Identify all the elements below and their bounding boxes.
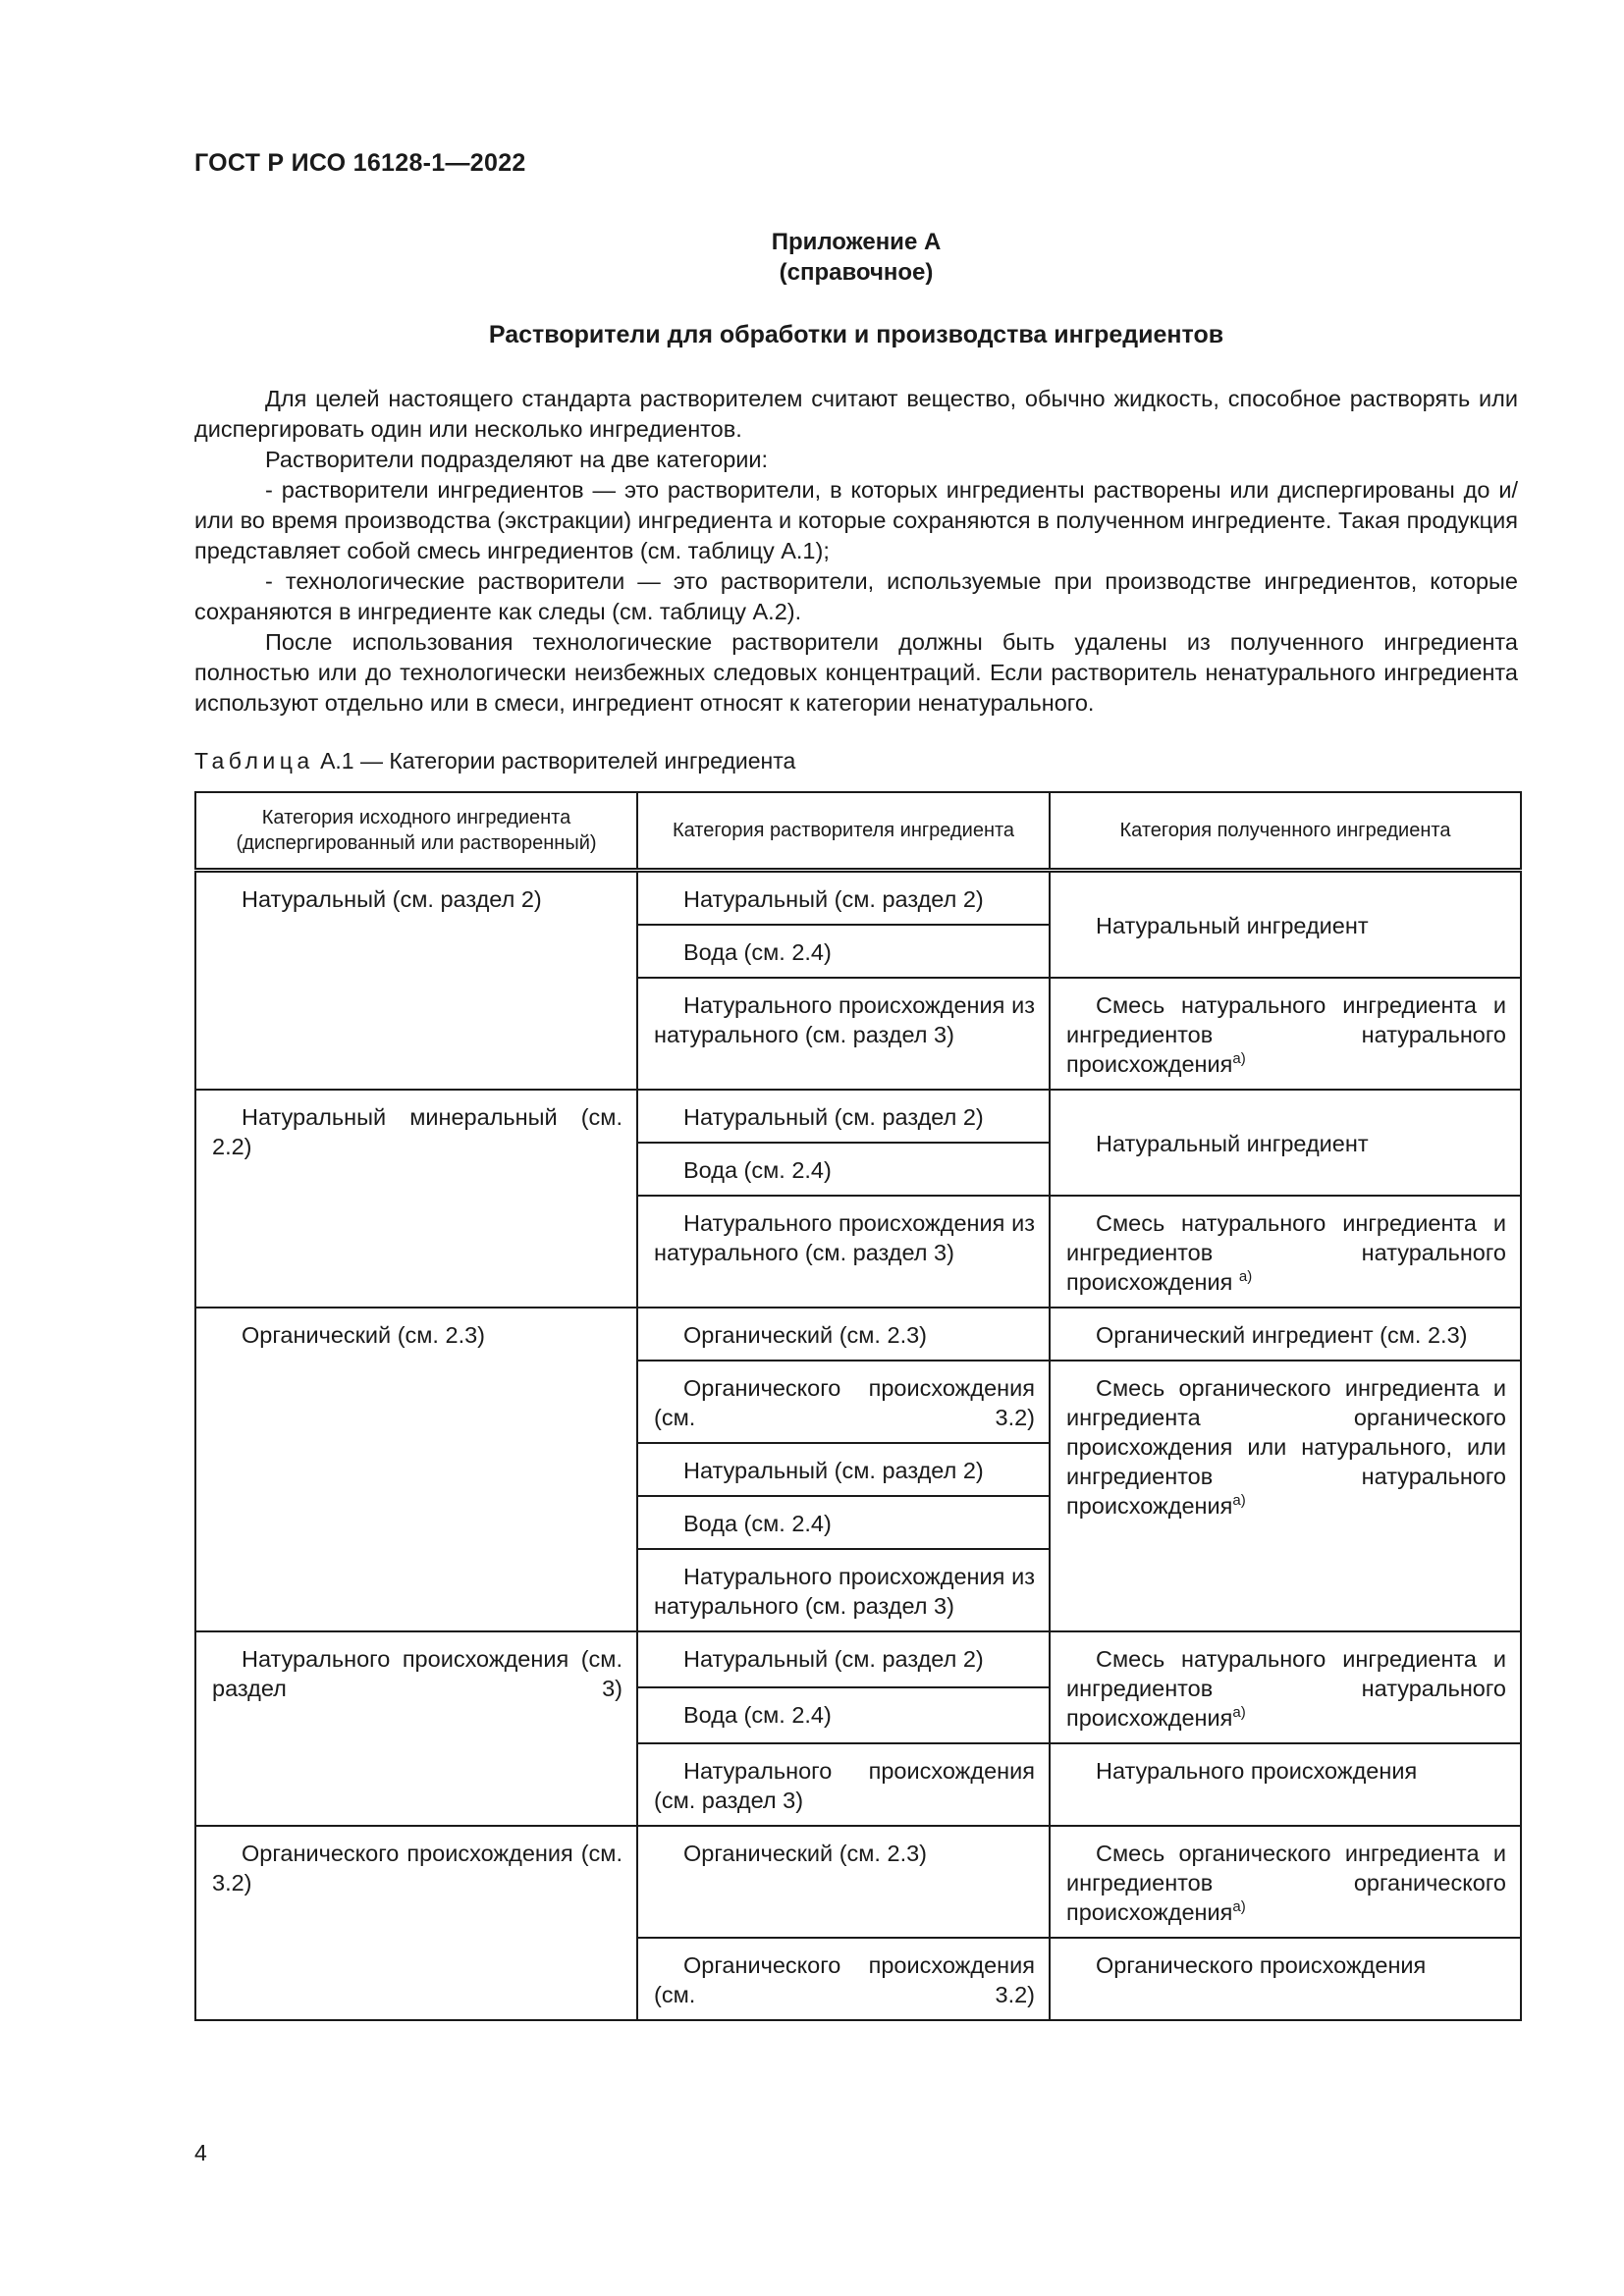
solvent-cell: Вода (см. 2.4) — [637, 1687, 1050, 1743]
paragraph: - растворители ингредиентов — это растворители, в которых ингредиенты растворены или диспергированы до и/или во время производства (экстракции) ингредиента и которые сохраняются в полученном ингредиенте. Такая продукция представляет собой смесь ингредиентов (см. таблицу А.1); — [194, 477, 1518, 563]
column-header-source: Категория исходного ингредиента (диспергированный или растворенный) — [195, 792, 637, 871]
solvent-cell: Натуральный (см. раздел 2) — [637, 1631, 1050, 1687]
result-cell: Органического происхождения — [1050, 1938, 1521, 2020]
solvent-cell: Натуральный (см. раздел 2) — [637, 1090, 1050, 1143]
source-cell: Натурального происхождения (см. раздел 3) — [195, 1631, 637, 1826]
result-cell — [1050, 1196, 1521, 1308]
table-row — [195, 1308, 1521, 1361]
solvent-cell: Вода (см. 2.4) — [637, 1143, 1050, 1196]
solvent-cell: Натурального происхождения (см. раздел 3) — [637, 1743, 1050, 1826]
annex-type: (справочное) — [779, 259, 934, 286]
table-header-row — [195, 792, 1521, 871]
result-cell — [1050, 1631, 1521, 1743]
document-header: ГОСТ Р ИСО 16128-1—2022 — [194, 149, 526, 177]
result-text: Смесь натурального ингредиента и ингредиентов натурального происхождения — [1066, 1646, 1506, 1731]
source-cell: Натуральный (см. раздел 2) — [195, 871, 637, 1091]
paragraph: После использования технологические растворители должны быть удалены из полученного ингредиента полностью или до технологически неизбежных следовых концентраций. Если растворитель ненатурального ингредиента используют отдельно или в смеси, ингредиент относят к категории ненатурального. — [194, 629, 1518, 716]
result-text: Смесь натурального ингредиента и ингредиентов натурального происхождения — [1066, 1210, 1506, 1295]
solvent-cell: Органического происхождения (см. 3.2) — [637, 1361, 1050, 1443]
paragraph: Для целей настоящего стандарта растворителем считают вещество, обычно жидкость, способное растворять или диспергировать один или несколько ингредиентов. — [194, 386, 1518, 442]
footnote-mark: а) — [1238, 1268, 1253, 1285]
solvent-cell: Органический (см. 2.3) — [637, 1826, 1050, 1938]
paragraph: Растворители подразделяют на две категории: — [265, 447, 769, 472]
result-cell — [1050, 1826, 1521, 1938]
source-cell: Органического происхождения (см. 3.2) — [195, 1826, 637, 2020]
footnote-mark: а) — [1232, 1050, 1246, 1067]
table-caption-text: А.1 — Категории растворителей ингредиента — [320, 748, 796, 774]
result-cell: Натуральный ингредиент — [1050, 1090, 1521, 1196]
solvent-cell: Вода (см. 2.4) — [637, 925, 1050, 978]
solvent-cell: Натуральный (см. раздел 2) — [637, 871, 1050, 926]
table-caption — [194, 748, 795, 774]
solvent-cell: Вода (см. 2.4) — [637, 1496, 1050, 1549]
source-cell: Натуральный минеральный (см. 2.2) — [195, 1090, 637, 1308]
solvent-cell: Органического происхождения (см. 3.2) — [637, 1938, 1050, 2020]
footnote-mark: а) — [1232, 1704, 1246, 1721]
column-header-solvent: Категория растворителя ингредиента — [637, 792, 1050, 871]
result-cell: Органический ингредиент (см. 2.3) — [1050, 1308, 1521, 1361]
footnote-mark: а) — [1232, 1898, 1246, 1915]
solvent-cell: Натуральный (см. раздел 2) — [637, 1443, 1050, 1496]
result-cell — [1050, 1361, 1521, 1631]
solvent-cell: Натурального происхождения из натурального (см. раздел 3) — [637, 1549, 1050, 1631]
solvents-table — [194, 791, 1522, 2021]
result-text: Смесь органического ингредиента и ингредиента органического происхождения или натурального, или ингредиентов натурального происхождения — [1066, 1375, 1506, 1519]
table-row — [195, 1631, 1521, 1687]
result-text: Смесь натурального ингредиента и ингредиентов натурального происхождения — [1066, 992, 1506, 1077]
table-row — [195, 871, 1521, 926]
table-row — [195, 1090, 1521, 1143]
solvent-cell: Органический (см. 2.3) — [637, 1308, 1050, 1361]
result-cell — [1050, 978, 1521, 1090]
section-title: Растворители для обработки и производства ингредиентов — [488, 321, 1224, 348]
result-cell: Натуральный ингредиент — [1050, 871, 1521, 979]
result-text: Смесь органического ингредиента и ингредиентов органического происхождения — [1066, 1841, 1506, 1925]
result-cell: Натурального происхождения — [1050, 1743, 1521, 1826]
annex-title: Приложение А — [771, 229, 942, 255]
table-row — [195, 1826, 1521, 1938]
paragraph: - технологические растворители — это растворители, используемые при производстве ингредиентов, которые сохраняются в ингредиенте как следы (см. таблицу А.2). — [194, 568, 1518, 624]
page-number: 4 — [194, 2140, 207, 2165]
column-header-result: Категория полученного ингредиента — [1050, 792, 1521, 871]
solvent-cell: Натурального происхождения из натурального (см. раздел 3) — [637, 978, 1050, 1090]
source-cell: Органический (см. 2.3) — [195, 1308, 637, 1631]
table-caption-prefix: Таблица — [194, 748, 314, 774]
body-text — [194, 384, 1518, 719]
footnote-mark: а) — [1232, 1492, 1246, 1509]
solvent-cell: Натурального происхождения из натурального (см. раздел 3) — [637, 1196, 1050, 1308]
